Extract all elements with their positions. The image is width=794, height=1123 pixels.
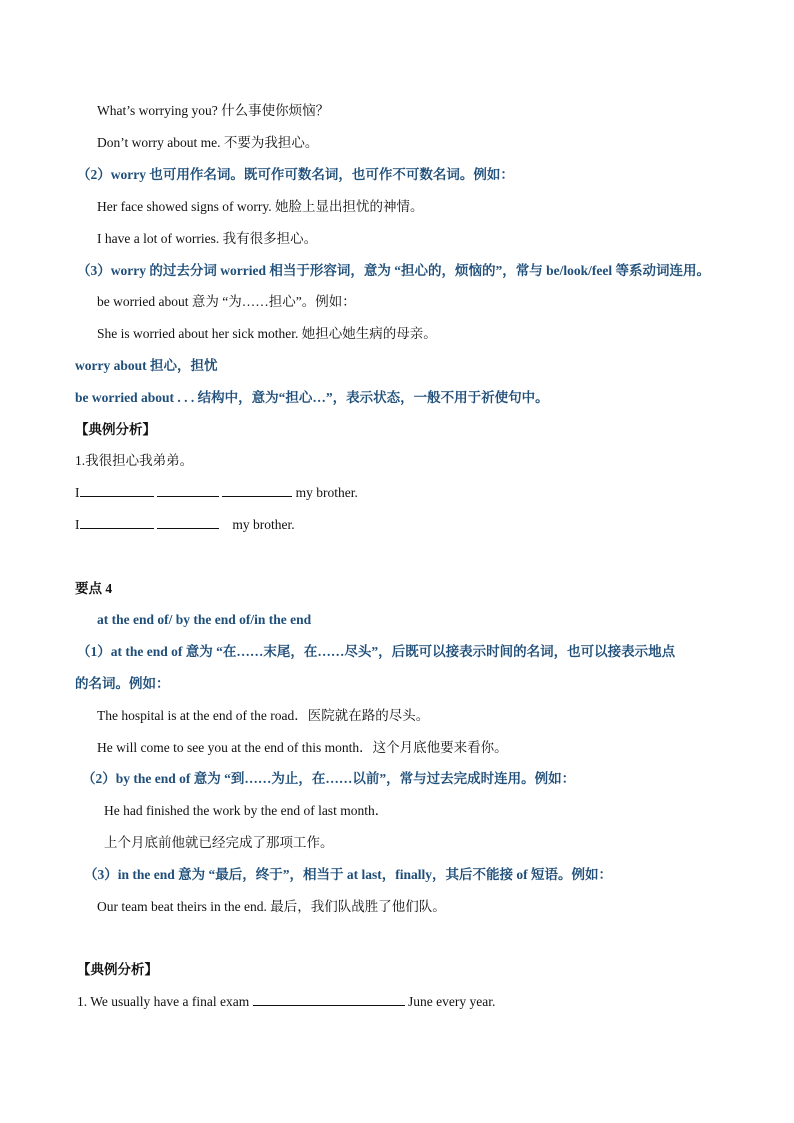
section-heading: 要点 4 [75, 581, 113, 596]
question-end: my brother. [295, 485, 358, 500]
phrase-title: at the end of/ by the end of/in the end [97, 612, 312, 627]
question-start: I [75, 485, 80, 500]
question-prompt: 1.我很担心我弟弟。 [75, 453, 194, 468]
example-sentence: She is worried about her sick mother. 她担心她生病的母亲。 [97, 326, 437, 341]
answer-blank[interactable] [253, 993, 405, 1006]
summary-line: worry about 担心，担忧 [75, 358, 218, 373]
analysis-heading: 【典例分析】 [75, 422, 156, 437]
usage-point: （3）in the end 意为 “最后，终于”，相当于 at last，finally，其后不能接 of 短语。例如： [84, 867, 613, 882]
fill-in-question [75, 484, 358, 502]
usage-point: （2）by the end of 意为 “到……为止，在……以前”，常与过去完成时连用。例如： [82, 771, 576, 786]
example-sentence: Her face showed signs of worry. 她脸上显出担忧的神情。 [97, 199, 424, 214]
question-end: June every year. [407, 994, 496, 1009]
example-sentence: 上个月底前他就已经完成了那项工作。 [104, 835, 334, 850]
answer-blank[interactable] [80, 484, 154, 497]
example-sentence: He will come to see you at the end of this month．这个月底他要来看你。 [97, 740, 508, 755]
answer-blank[interactable] [157, 516, 219, 529]
answer-blank[interactable] [157, 484, 219, 497]
answer-blank[interactable] [222, 484, 292, 497]
usage-point: （1）at the end of 意为 “在……末尾，在……尽头”，后既可以接表示时间的名词，也可以接表示地点 [77, 644, 676, 659]
summary-line: be worried about . . . 结构中，意为“担心…”，表示状态，一般不用于祈使句中。 [75, 390, 549, 405]
example-sentence: What’s worrying you? 什么事使你烦恼？ [97, 103, 330, 118]
usage-point: （2）worry 也可用作名词。既可作可数名词，也可作不可数名词。例如： [77, 167, 514, 182]
question-start: I [75, 517, 80, 532]
example-sentence: be worried about 意为 “为……担心”。例如： [97, 294, 356, 309]
usage-point: （3）worry 的过去分词 worried 相当于形容词，意为 “担心的，烦恼的”，常与 be/look/feel 等系动词连用。 [77, 263, 710, 278]
answer-blank[interactable] [80, 516, 154, 529]
fill-in-question [77, 993, 495, 1011]
question-end: my brother. [232, 517, 295, 532]
example-sentence: The hospital is at the end of the road．医院就在路的尽头。 [97, 708, 430, 723]
fill-in-question [75, 516, 295, 534]
example-sentence: Our team beat theirs in the end. 最后，我们队战胜了他们队。 [97, 899, 446, 914]
question-start: 1. We usually have a final exam [77, 994, 250, 1009]
analysis-heading: 【典例分析】 [77, 962, 158, 977]
usage-point: 的名词。例如： [75, 676, 170, 691]
example-sentence: Don’t worry about me. 不要为我担心。 [97, 135, 319, 150]
example-sentence: He had finished the work by the end of last month． [104, 803, 389, 818]
example-sentence: I have a lot of worries. 我有很多担心。 [97, 231, 318, 246]
